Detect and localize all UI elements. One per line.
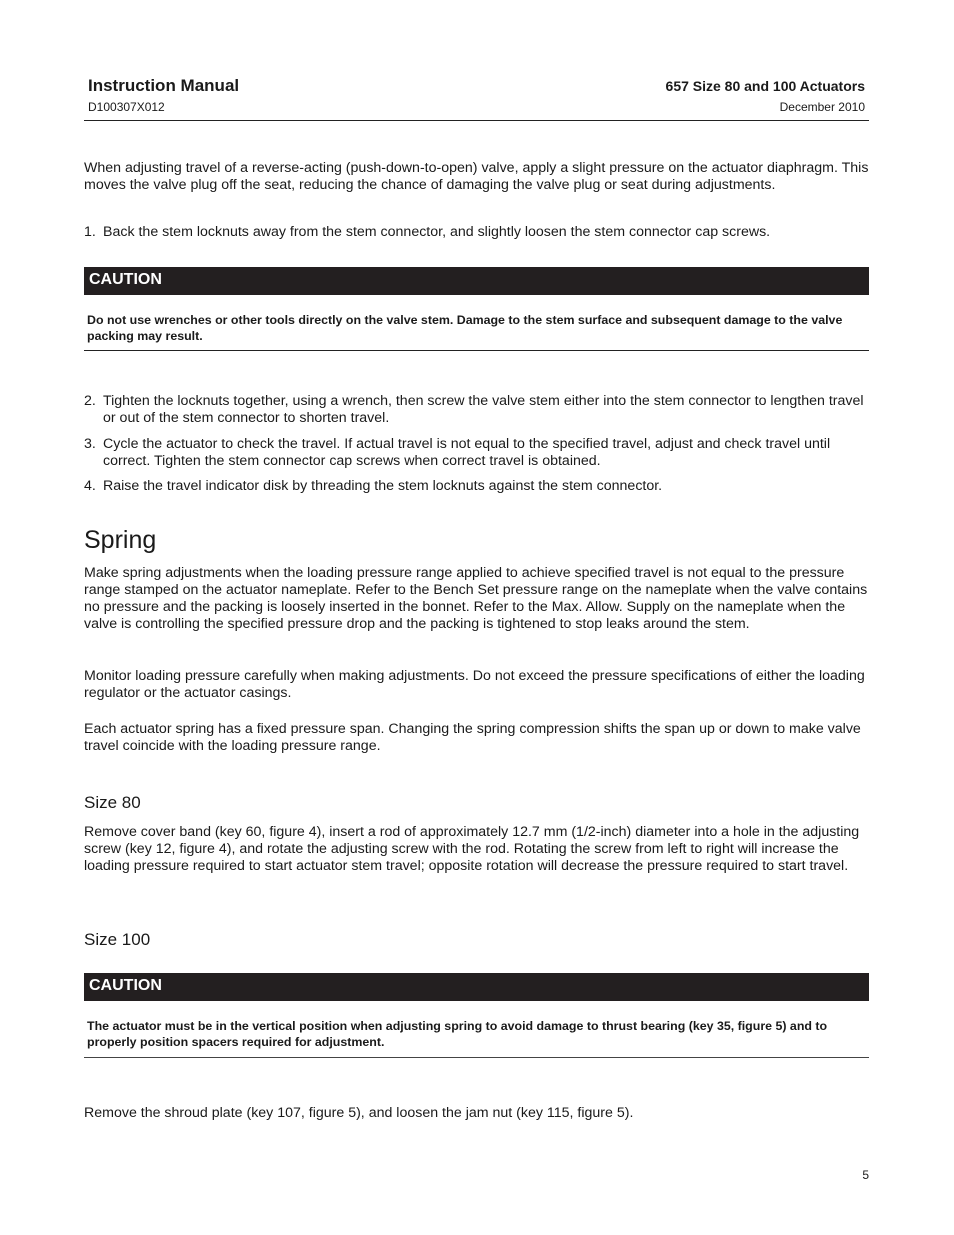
step-4 (84, 478, 869, 495)
step-number: 3. (84, 436, 96, 452)
doc-number: D100307X012 (88, 100, 165, 114)
page-number: 5 (862, 1168, 869, 1182)
step-number: 2. (84, 393, 96, 409)
manual-title: Instruction Manual (88, 76, 240, 95)
size-80-paragraph: Remove cover band (key 60, figure 4), insert a rod of approximately 12.7 mm (1/2-inch) diameter into a hole in the adjusting screw (key 12, figure 4), and rotate the adjusting screw with the rod. Rotating the screw from left to right will increase the loading pressure required to start actuator stem travel; opposite rotation will decrease the pressure required to start travel. (84, 824, 860, 874)
step-number: 4. (84, 478, 96, 494)
step-text: Cycle the actuator to check the travel. If actual travel is not equal to the specified travel, adjust and check travel until correct. Tighten the stem connector cap screws when correct travel is obtained. (103, 436, 831, 469)
size-80-heading: Size 80 (84, 793, 141, 812)
caution-divider-2 (84, 1057, 869, 1058)
publication-date: December 2010 (779, 100, 865, 114)
page-header (84, 76, 869, 121)
step-1 (84, 224, 869, 241)
caution-text-2: The actuator must be in the vertical position when adjusting spring to avoid damage to thrust bearing (key 35, figure 5) and to properly position spacers required for adjustment. (87, 1019, 828, 1049)
caution-label: CAUTION (89, 271, 162, 288)
spring-paragraph-2: Monitor loading pressure carefully when making adjustments. Do not exceed the pressure specifications of either the loading regulator or the actuator casings. (84, 668, 865, 701)
step-text: Back the stem locknuts away from the stem connector, and slightly loosen the stem connector cap screws. (103, 224, 771, 240)
spring-paragraph-3: Each actuator spring has a fixed pressure span. Changing the spring compression shifts the span up or down to make valve travel coincide with the loading pressure range. (84, 721, 861, 754)
intro-paragraph: When adjusting travel of a reverse-acting (push-down-to-open) valve, apply a slight pressure on the actuator diaphragm. This moves the valve plug off the seat, reducing the chance of damaging the valve plug or seat during adjustments. (84, 160, 869, 193)
caution-divider-1 (84, 350, 869, 351)
caution-text-1: Do not use wrenches or other tools directly on the valve stem. Damage to the stem surface and subsequent damage to the valve packing may result. (87, 313, 843, 343)
caution-banner-1 (84, 267, 869, 295)
spring-heading: Spring (84, 526, 157, 554)
step-number: 1. (84, 224, 96, 240)
step-text: Raise the travel indicator disk by threading the stem locknuts against the stem connector. (103, 478, 663, 494)
step-3 (84, 436, 869, 470)
size-100-paragraph: Remove the shroud plate (key 107, figure 5), and loosen the jam nut (key 115, figure 5). (84, 1105, 634, 1121)
caution-banner-2 (84, 973, 869, 1001)
caution-label: CAUTION (89, 977, 162, 994)
spring-paragraph-1: Make spring adjustments when the loading pressure range applied to achieve specified travel is not equal to the pressure range stamped on the actuator nameplate. Refer to the Bench Set pressure range on the nameplate when the valve contains no pressure and the packing is loosely inserted in the bonnet. Refer to the Max. Allow. Supply on the nameplate when the valve is controlling the specified pressure drop and the packing is tightened to stop leaks around the stem. (84, 565, 868, 632)
size-100-heading: Size 100 (84, 930, 151, 949)
product-title: 657 Size 80 and 100 Actuators (665, 78, 865, 94)
step-2 (84, 393, 869, 427)
step-text: Tighten the locknuts together, using a wrench, then screw the valve stem either into the stem connector to lengthen travel or out of the stem connector to shorten travel. (103, 393, 864, 426)
